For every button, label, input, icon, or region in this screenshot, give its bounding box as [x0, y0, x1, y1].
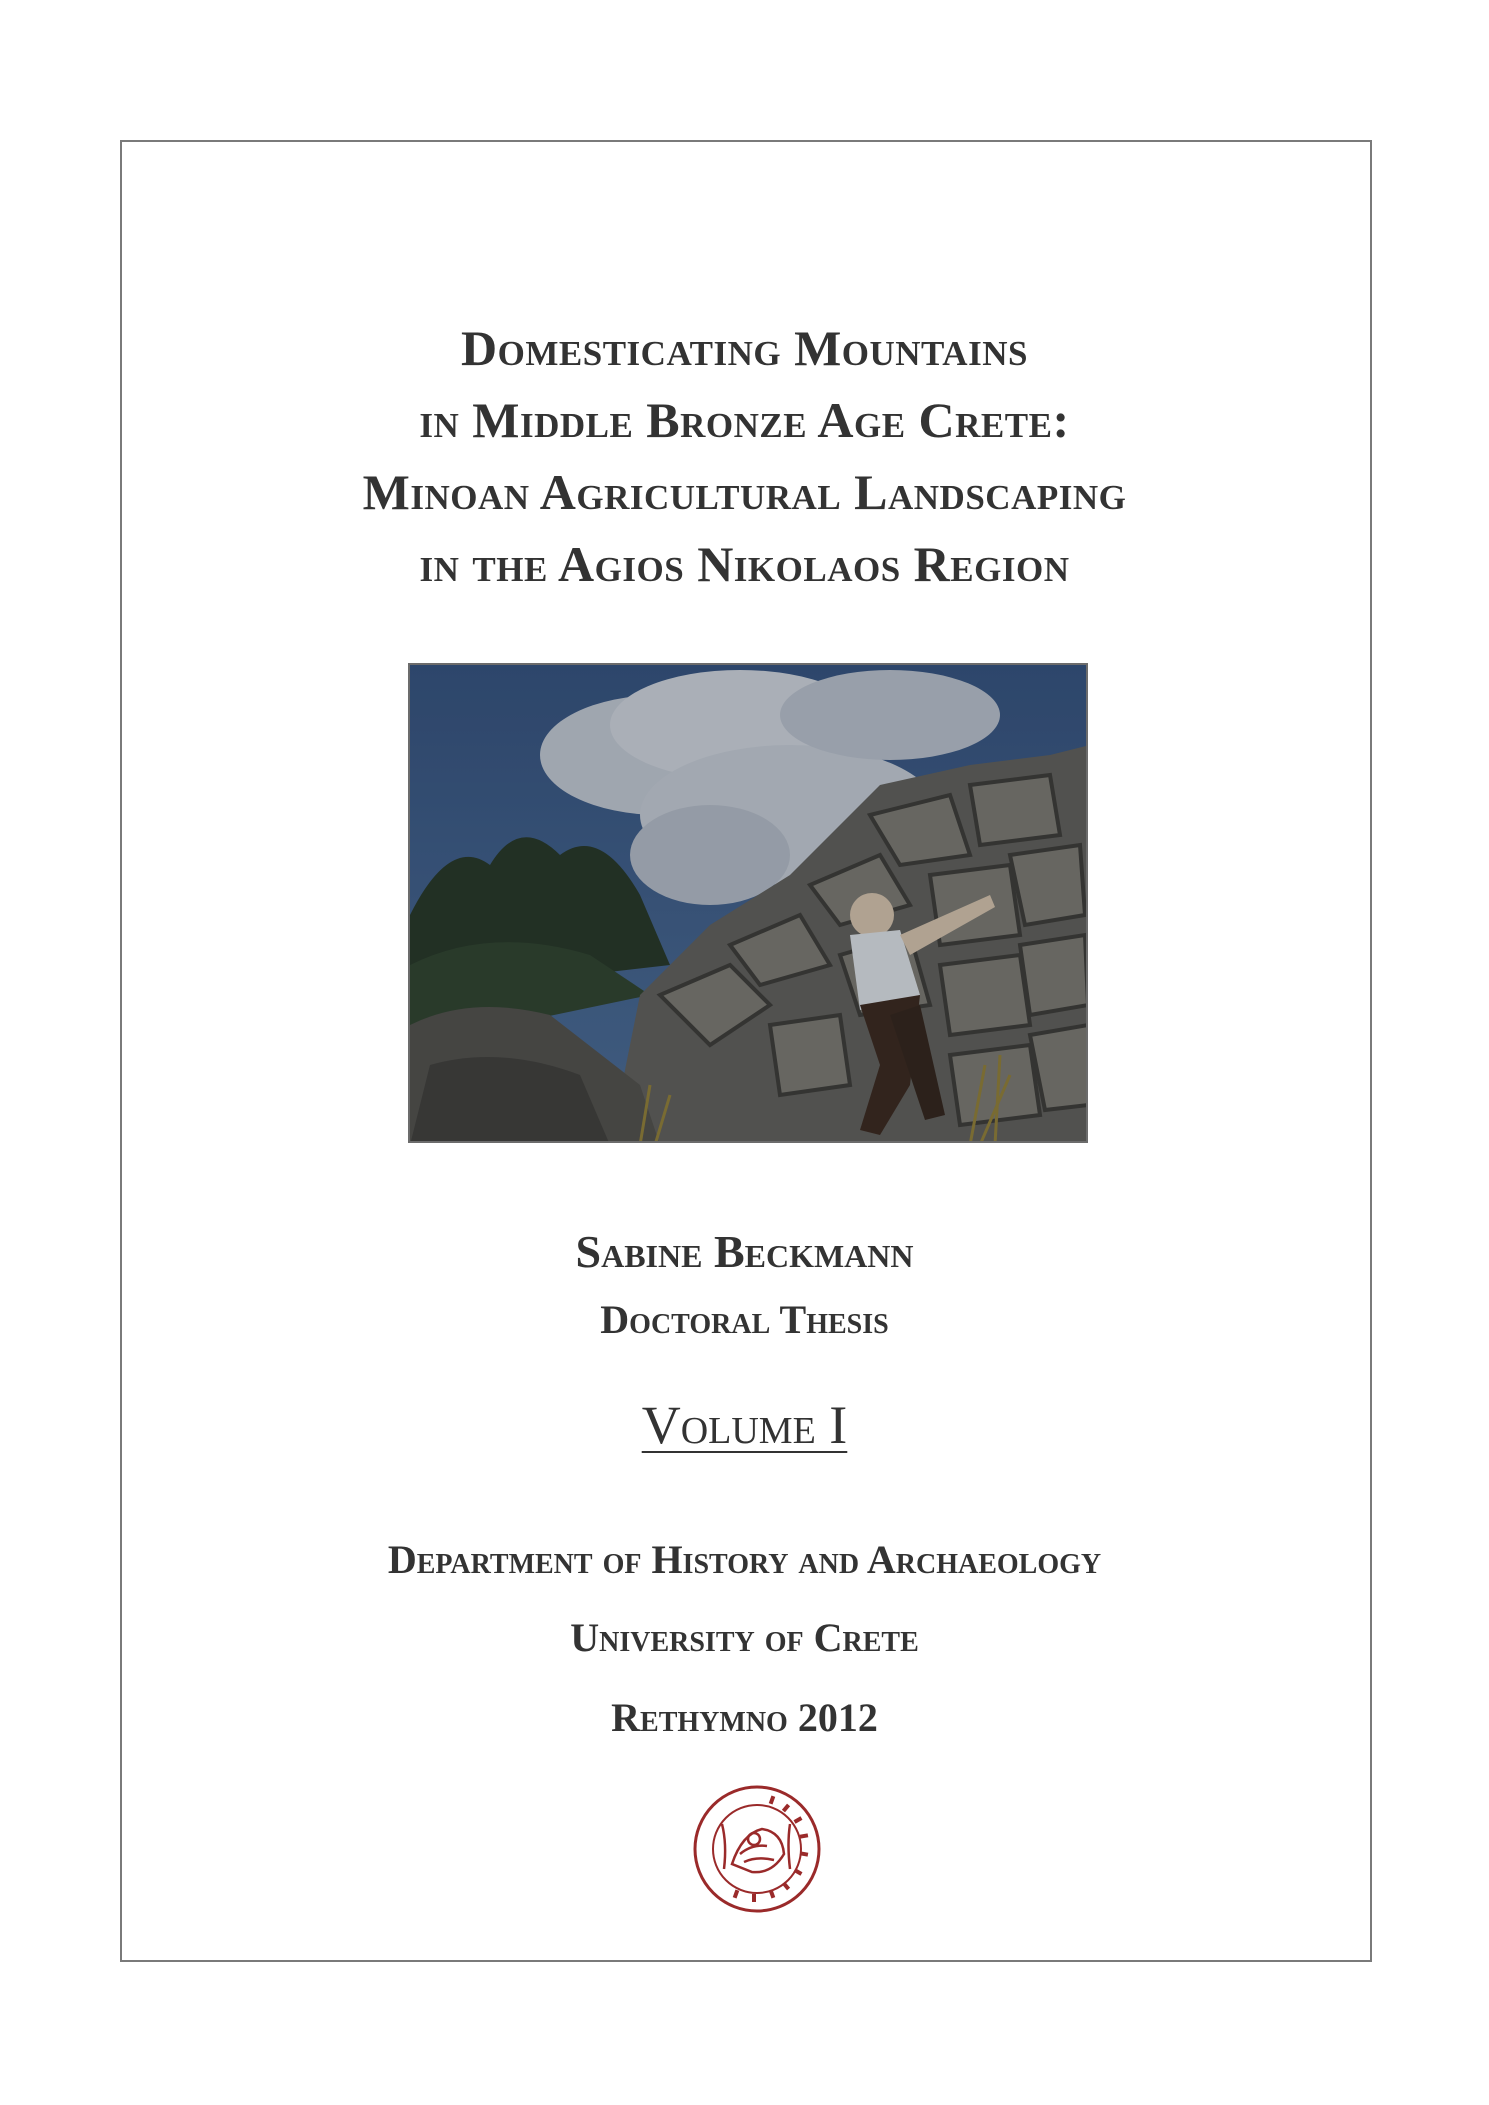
- department: Department of History and Archaeology: [387, 1537, 1102, 1582]
- university: University of Crete: [570, 1615, 919, 1660]
- volume-text: Volume I: [641, 1395, 848, 1455]
- thesis-type: Doctoral Thesis: [600, 1297, 889, 1342]
- volume-label: [0, 1390, 1489, 1460]
- title-line-4: in the Agios Nikolaos Region: [419, 536, 1070, 592]
- title-line-2: in Middle Bronze Age Crete:: [419, 392, 1070, 448]
- university-seal-icon: [692, 1784, 822, 1914]
- place-year: Rethymno 2012: [611, 1695, 878, 1740]
- title-line-3: Minoan Agricultural Landscaping: [362, 464, 1127, 520]
- landscape-photo-icon: [410, 665, 1088, 1143]
- title-line-1: Domesticating Mountains: [461, 320, 1028, 376]
- cover-photo: [408, 663, 1088, 1143]
- thesis-title: [0, 312, 1489, 600]
- author-name: Sabine Beckmann: [575, 1226, 914, 1277]
